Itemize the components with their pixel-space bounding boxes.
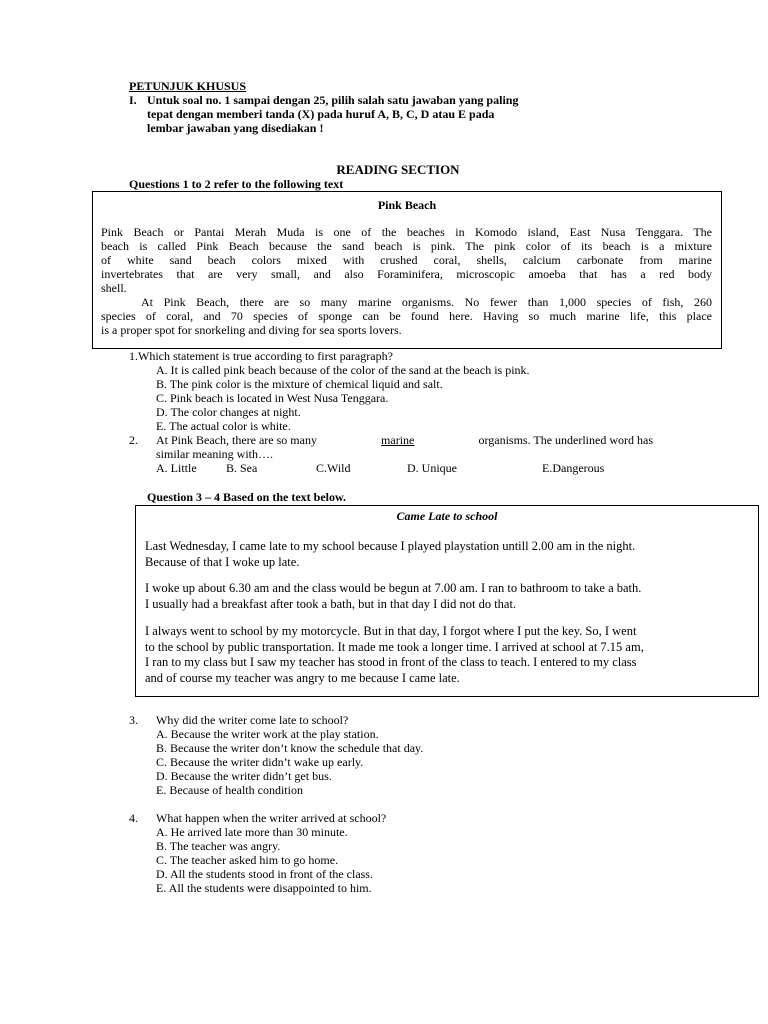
passage2-p1-line-1: Last Wednesday, I came late to my school because I played playstation untill 2.00 am in the night. xyxy=(145,539,636,553)
q3-option-c: C. Because the writer didn’t wake up early. xyxy=(156,755,364,769)
q4-option-b: B. The teacher was angry. xyxy=(156,839,281,853)
instructions-line-2: tepat dengan memberi tanda (X) pada huruf A, B, C, D atau E pada xyxy=(147,107,495,121)
q2-option-b: B. Sea xyxy=(226,461,258,475)
passage2-paragraph-1 xyxy=(145,539,635,570)
passage1-p2-line-1: At Pink Beach, there are so many marine organisms. No fewer than 1,000 species of fish, 260 xyxy=(141,295,712,309)
instructions-heading: PETUNJUK KHUSUS xyxy=(129,79,247,93)
passage2-p2-line-1: I woke up about 6.30 am and the class would be begun at 7.00 am. I ran to bathroom to take a bath. xyxy=(145,581,642,595)
passage2-p2-line-2: I usually had a breakfast after took a bath, but in that day I did not do that. xyxy=(145,596,517,611)
q1-option-c: C. Pink beach is located in West Nusa Tenggara. xyxy=(156,391,389,405)
q3-option-a: A. Because the writer work at the play station. xyxy=(156,727,379,741)
q2-stem-after: organisms. The underlined word has xyxy=(478,433,653,447)
q2-underlined-word: marine xyxy=(381,433,415,447)
passage1-paragraph-1 xyxy=(101,225,712,295)
q3-option-b: B. Because the writer don’t know the schedule that day. xyxy=(156,741,424,755)
q2-option-a: A. Little xyxy=(156,461,197,475)
q3-option-e: E. Because of health condition xyxy=(156,783,303,797)
passage1-paragraph-2 xyxy=(101,295,712,337)
passage2-paragraph-2 xyxy=(145,581,641,612)
q2-stem-before: At Pink Beach, there are so many xyxy=(156,433,317,447)
passage2-p3-line-3: I ran to my class but I saw my teacher has stood in front of the class to teach. I entered to my class xyxy=(145,655,637,669)
q4-stem: What happen when the writer arrived at school? xyxy=(156,811,387,825)
instructions-line-1: Untuk soal no. 1 sampai dengan 25, pilih salah satu jawaban yang paling xyxy=(147,93,519,107)
section-title: READING SECTION xyxy=(336,162,460,177)
passage1-p1-line-5: shell. xyxy=(101,281,127,295)
q2-stem xyxy=(156,433,653,447)
passage2-p3-line-4: and of course my teacher was angry to me because I came late. xyxy=(145,670,460,685)
passage1-p2-line-3: is a proper spot for snorkeling and diving for sea sports lovers. xyxy=(101,323,402,337)
q4-number: 4. xyxy=(129,811,138,825)
passage1-p1-line-3: of white sand beach colors mixed with crushed coral, shells, calcium carbonate from marine xyxy=(101,253,712,267)
passage2-box xyxy=(135,505,759,697)
passage2-p1-line-2: Because of that I woke up late. xyxy=(145,554,300,569)
q2-stem-line-2: similar meaning with…. xyxy=(156,447,273,461)
q1-stem: 1.Which statement is true according to first paragraph? xyxy=(129,349,393,363)
passage1-intro: Questions 1 to 2 refer to the following text xyxy=(129,177,344,191)
passage2-paragraph-3 xyxy=(145,624,644,686)
q2-option-d: D. Unique xyxy=(407,461,457,475)
q4-option-e: E. All the students were disappointed to him. xyxy=(156,881,372,895)
q1-option-d: D. The color changes at night. xyxy=(156,405,301,419)
q2-option-e: E.Dangerous xyxy=(542,461,605,475)
q2-option-c: C.Wild xyxy=(316,461,351,475)
passage1-box xyxy=(92,191,722,349)
passage1-p1-line-2: beach is called Pink Beach because the sand beach is pink. The pink color of its beach is a mixture xyxy=(101,239,712,253)
q3-number: 3. xyxy=(129,713,138,727)
passage1-p1-line-4: invertebrates that are very small, and also Foraminifera, microscopic amoeba that has a red body xyxy=(101,267,712,281)
q4-option-a: A. He arrived late more than 30 minute. xyxy=(156,825,348,839)
q2-number: 2. xyxy=(129,433,138,447)
instructions-number: I. xyxy=(129,93,137,107)
q3-option-d: D. Because the writer didn’t get bus. xyxy=(156,769,332,783)
passage1-p1-line-1: Pink Beach or Pantai Merah Muda is one of the beaches in Komodo island, East Nusa Tenggara. The xyxy=(101,225,712,239)
passage1-p2-line-2: species of coral, and 70 species of sponge can be found here. Having so much marine life, this place xyxy=(101,309,712,323)
passage2-p3-line-1: I always went to school by my motorcycle. But in that day, I forgot where I put the key. So, I went xyxy=(145,624,637,638)
instructions-line-3: lembar jawaban yang disediakan ! xyxy=(147,121,324,135)
q4-option-c: C. The teacher asked him to go home. xyxy=(156,853,339,867)
q3-stem: Why did the writer come late to school? xyxy=(156,713,349,727)
passage2-title: Came Late to school xyxy=(396,509,498,523)
q1-option-e: E. The actual color is white. xyxy=(156,419,291,433)
q4-option-d: D. All the students stood in front of the class. xyxy=(156,867,373,881)
passage2-intro: Question 3 – 4 Based on the text below. xyxy=(147,490,347,504)
passage1-title: Pink Beach xyxy=(377,198,437,212)
passage2-p3-line-2: to the school by public transportation. It made me took a longer time. I arrived at school at 7.15 am, xyxy=(145,639,644,654)
q1-option-a: A. It is called pink beach because of the color of the sand at the beach is pink. xyxy=(156,363,530,377)
q1-option-b: B. The pink color is the mixture of chemical liquid and salt. xyxy=(156,377,443,391)
